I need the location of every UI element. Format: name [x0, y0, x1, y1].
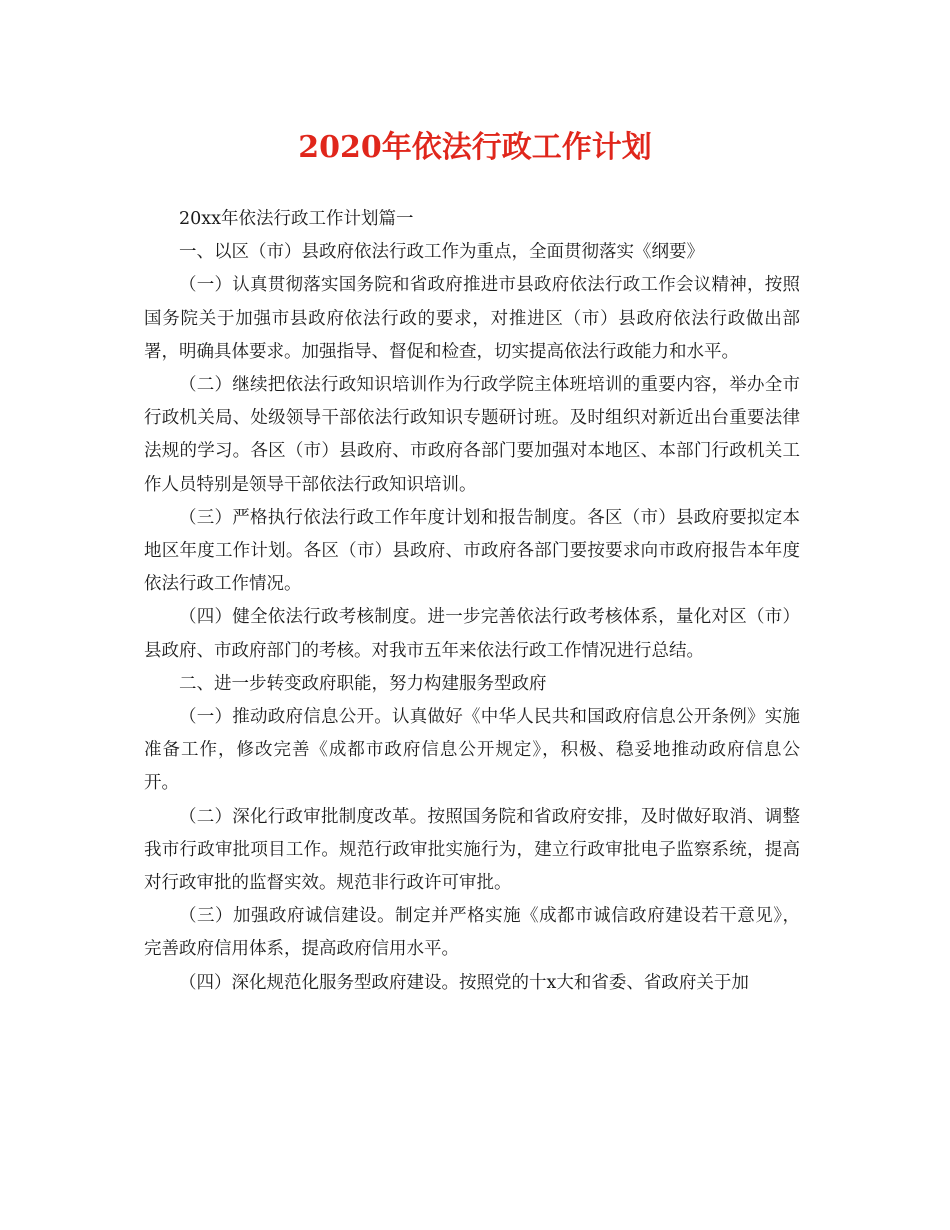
subtitle-paragraph: 20xx年依法行政工作计划篇一 — [179, 209, 414, 229]
body-paragraph: （二）深化行政审批制度改革。按照国务院和省政府安排，及时做好取消、调整我市行政审批项目工作。规范行政审批实施行为，建立行政审批电子监察系统，提高对行政审批的监督实效。规范非行政许可审批。 — [144, 806, 800, 894]
section-heading-2: 二、进一步转变政府职能，努力构建服务型政府 — [179, 673, 547, 694]
body-paragraph: （一）认真贯彻落实国务院和省政府推进市县政府依法行政工作会议精神，按照国务院关于加强市县政府依法行政的要求，对推进区（市）县政府依法行政做出部署，明确具体要求。加强指导、督促和检查，切实提高依法行政能力和水平。 — [144, 275, 800, 362]
body-paragraph: （一）推动政府信息公开。认真做好《中华人民共和国政府信息公开条例》实施准备工作，修改完善《成都市政府信息公开规定》，积极、稳妥地推动政府信息公开。 — [144, 707, 800, 794]
document-title: 2020年依法行政工作计划 — [298, 130, 652, 165]
document-body — [144, 203, 800, 1000]
body-paragraph: （三）加强政府诚信建设。制定并严格实施《成都市诚信政府建设若干意见》，完善政府信用体系，提高政府信用水平。 — [144, 906, 800, 960]
section-heading-1: 一、以区（市）县政府依法行政工作为重点，全面贯彻落实《纲要》 — [179, 242, 704, 263]
body-paragraph: （四）深化规范化服务型政府建设。按照党的十x大和省委、省政府关于加 — [179, 972, 749, 993]
body-paragraph: （四）健全依法行政考核制度。进一步完善依法行政考核体系，量化对区（市）县政府、市政府部门的考核。对我市五年来依法行政工作情况进行总结。 — [144, 607, 800, 661]
body-paragraph: （二）继续把依法行政知识培训作为行政学院主体班培训的重要内容，举办全市行政机关局、处级领导干部依法行政知识专题研讨班。及时组织对新近出台重要法律法规的学习。各区（市）县政府、市政府各部门要加强对本地区、本部门行政机关工作人员特别是领导干部依法行政知识培训。 — [144, 375, 800, 495]
body-paragraph: （三）严格执行依法行政工作年度计划和报告制度。各区（市）县政府要拟定本地区年度工作计划。各区（市）县政府、市政府各部门要按要求向市政府报告本年度依法行政工作情况。 — [144, 507, 800, 595]
